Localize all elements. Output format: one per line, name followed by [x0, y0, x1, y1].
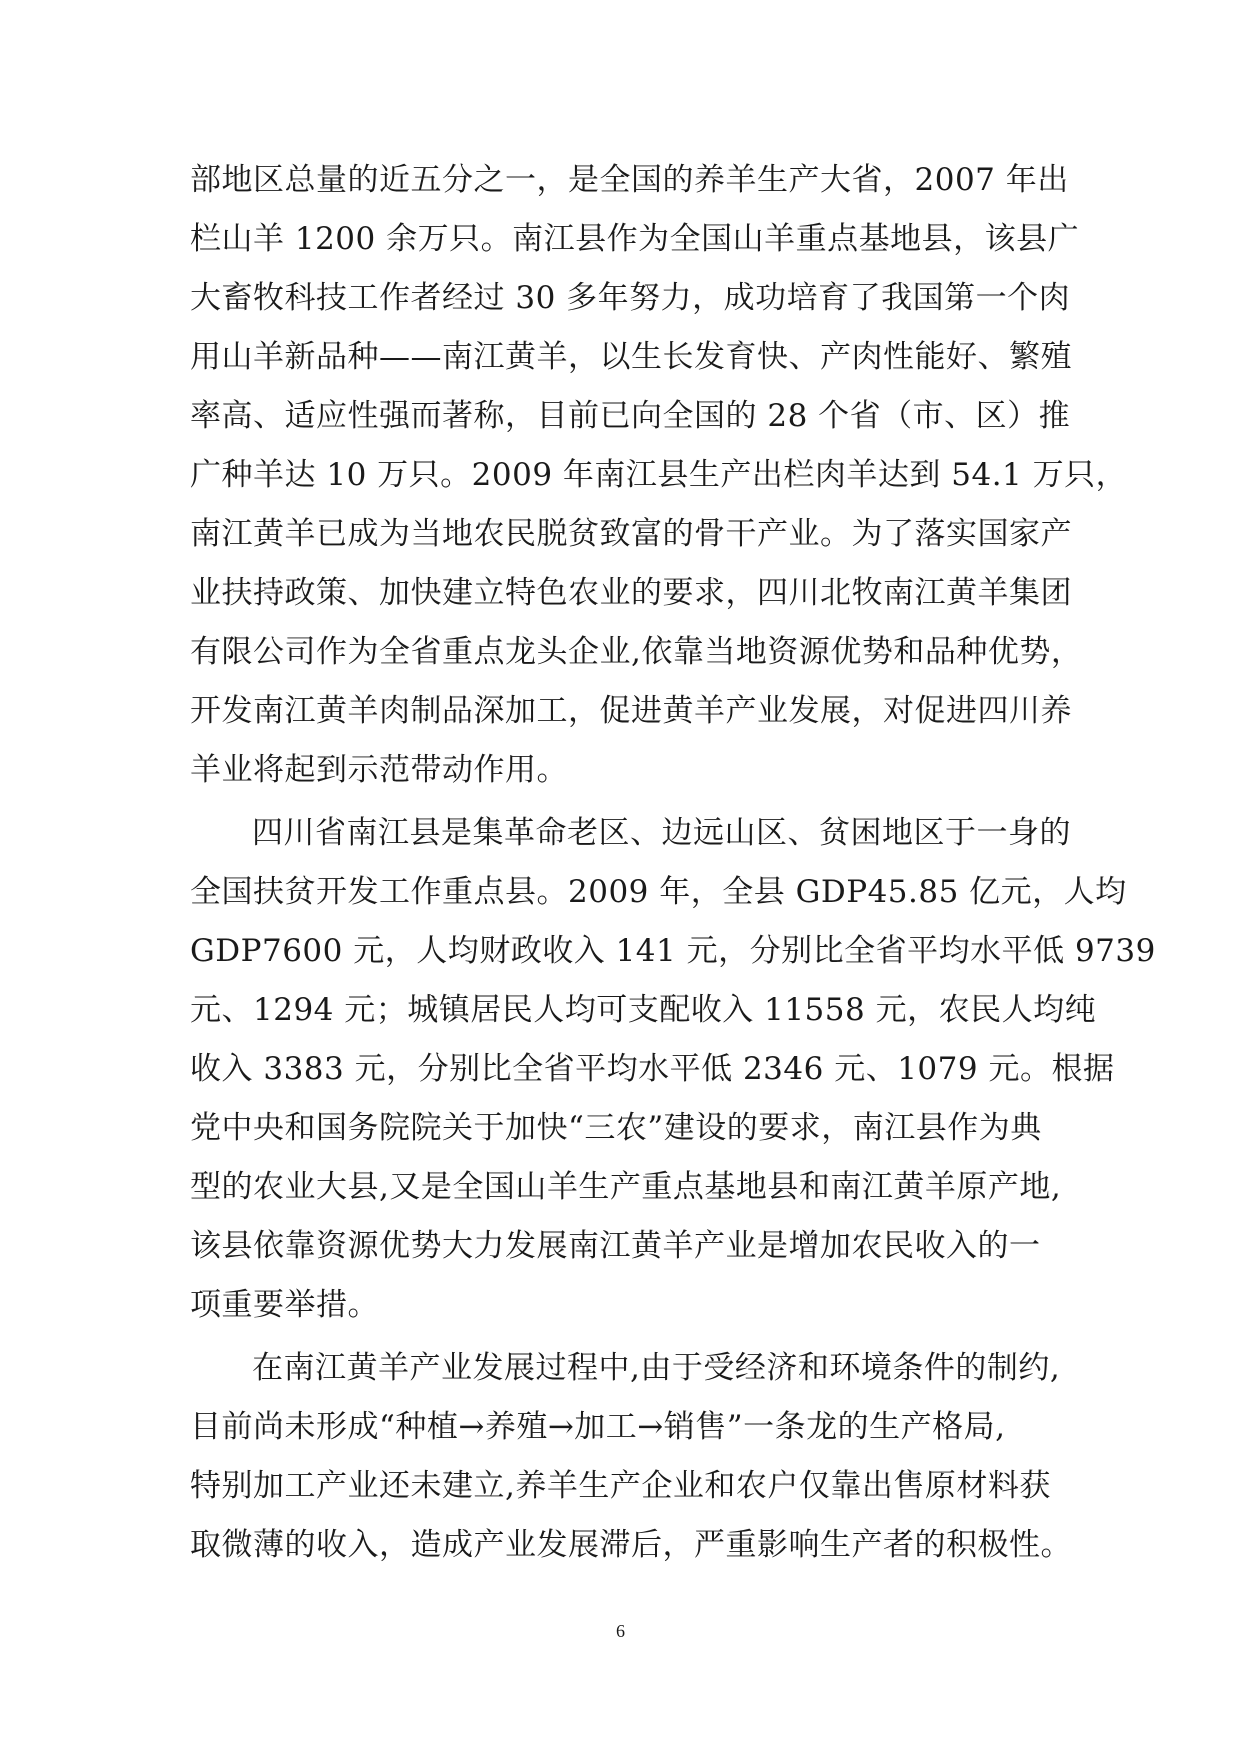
text-line: 南江黄羊已成为当地农民脱贫致富的骨干产业。为了落实国家产 — [190, 516, 1072, 552]
paragraph-1 — [190, 151, 1128, 800]
text-line: 羊业将起到示范带动作用。 — [190, 752, 568, 788]
text-line: 收入 3383 元，分别比全省平均水平低 2346 元、1079 元。根据 — [190, 1051, 1115, 1087]
text-line: 用山羊新品种——南江黄羊，以生长发育快、产肉性能好、繁殖 — [190, 339, 1072, 375]
text-line: 大畜牧科技工作者经过 30 多年努力，成功培育了我国第一个肉 — [190, 280, 1071, 316]
text-line: 特别加工产业还未建立,养羊生产企业和农户仅靠出售原材料获 — [190, 1468, 1051, 1504]
text-line: 四川省南江县是集革命老区、边远山区、贫困地区于一身的 — [252, 815, 1071, 851]
text-line: 目前尚未形成“种植→养殖→加工→销售”一条龙的生产格局, — [190, 1409, 1006, 1445]
text-line: 开发南江黄羊肉制品深加工，促进黄羊产业发展，对促进四川养 — [190, 693, 1072, 729]
text-line: 项重要举措。 — [190, 1287, 379, 1323]
text-line: GDP7600 元，人均财政收入 141 元，分别比全省平均水平低 9739 — [190, 933, 1156, 969]
body-text — [190, 151, 1156, 1575]
paragraph-3 — [190, 1339, 1070, 1575]
text-line: 元、1294 元；城镇居民人均可支配收入 11558 元，农民人均纯 — [190, 992, 1097, 1028]
text-line: 全国扶贫开发工作重点县。2009 年，全县 GDP45.85 亿元，人均 — [190, 874, 1127, 910]
text-line: 有限公司作为全省重点龙头企业,依靠当地资源优势和品种优势， — [190, 634, 1083, 670]
text-line: 率高、适应性强而著称，目前已向全国的 28 个省（市、区）推 — [190, 398, 1071, 434]
text-line: 该县依靠资源优势大力发展南江黄羊产业是增加农民收入的一 — [190, 1228, 1041, 1264]
text-line: 部地区总量的近五分之一，是全国的养羊生产大省，2007 年出 — [190, 162, 1069, 198]
text-line: 栏山羊 1200 余万只。南江县作为全国山羊重点基地县，该县广 — [190, 221, 1080, 257]
paragraph-2 — [190, 804, 1156, 1335]
page-number: 6 — [616, 1621, 625, 1641]
text-line: 党中央和国务院院关于加快“三农”建设的要求，南江县作为典 — [190, 1110, 1042, 1146]
text-line: 在南江黄羊产业发展过程中,由于受经济和环境条件的制约, — [252, 1350, 1061, 1386]
text-line: 广种羊达 10 万只。2009 年南江县生产出栏肉羊达到 54.1 万只， — [190, 457, 1128, 493]
text-line: 业扶持政策、加快建立特色农业的要求，四川北牧南江黄羊集团 — [190, 575, 1072, 611]
text-line: 取微薄的收入，造成产业发展滞后，严重影响生产者的积极性。 — [190, 1527, 1072, 1563]
text-line: 型的农业大县,又是全国山羊生产重点基地县和南江黄羊原产地, — [190, 1169, 1062, 1205]
